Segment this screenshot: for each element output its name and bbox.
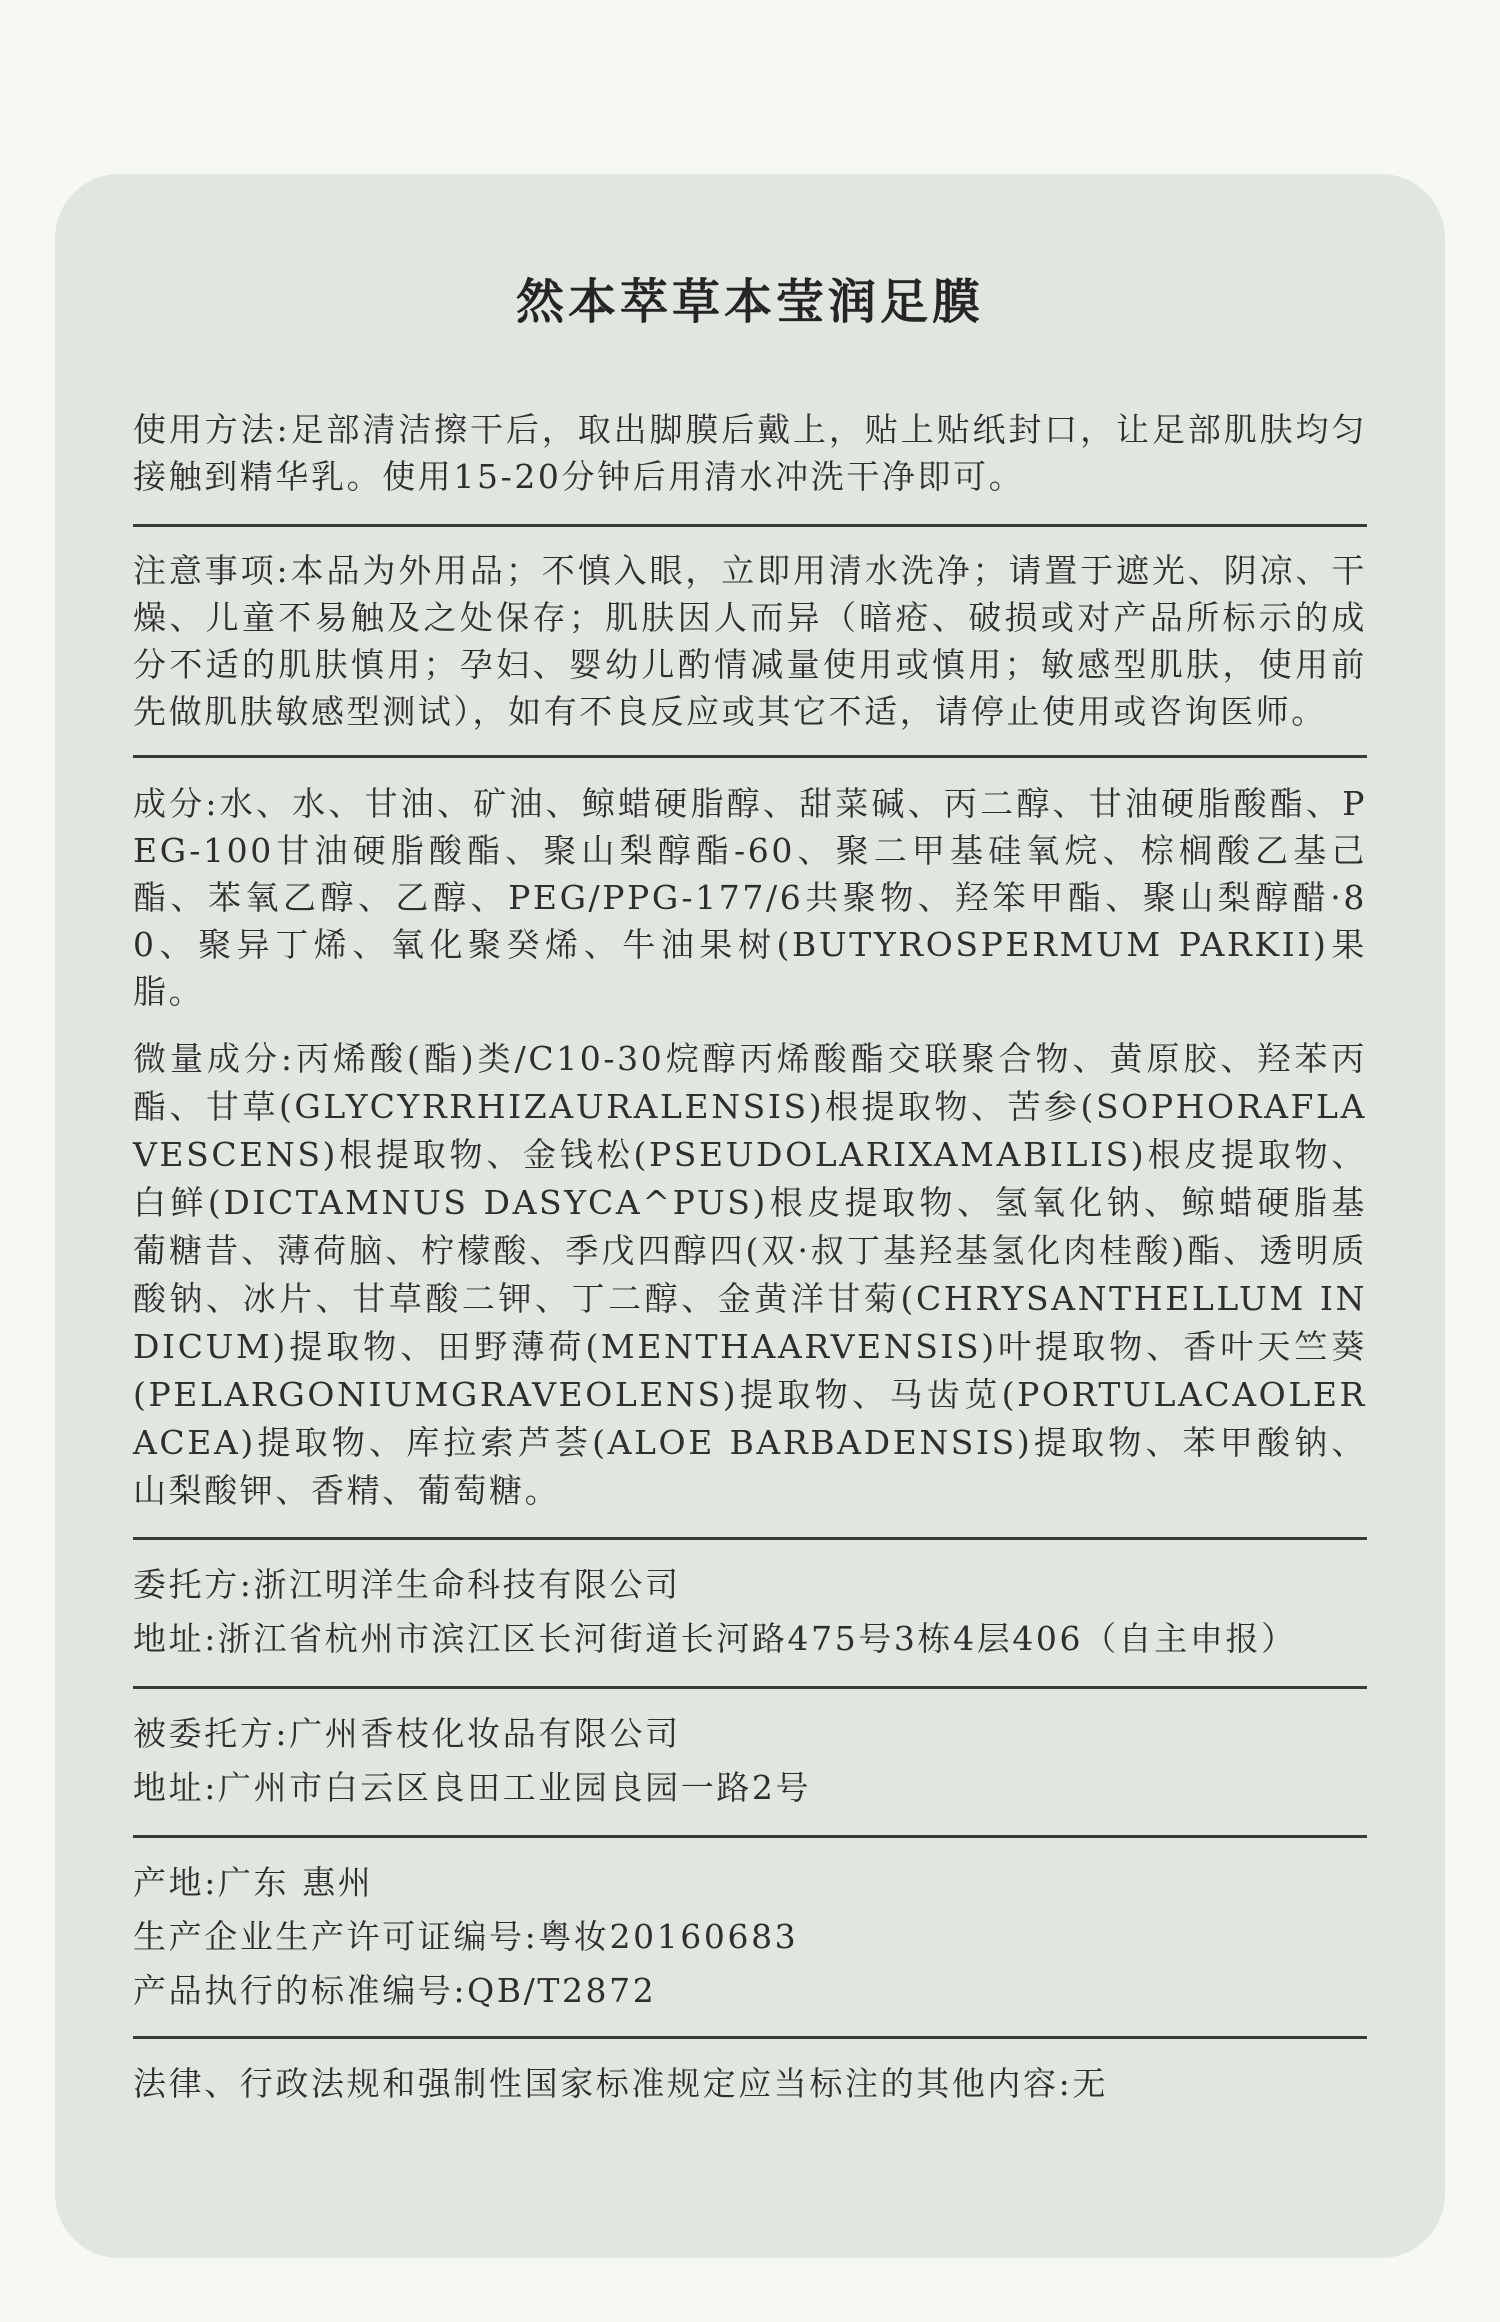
usage-section	[133, 332, 1367, 524]
origin-section	[133, 1838, 1367, 2036]
client-address: 地址:浙江省杭州市滨江区长河街道长河路475号3栋4层406（自主申报）	[133, 1619, 1297, 1658]
legal-section	[133, 2039, 1367, 2111]
manufacturer-name: 被委托方:广州香枝化妆品有限公司	[133, 1714, 681, 1753]
legal-text: 法律、行政法规和强制性国家标准规定应当标注的其他内容:无	[133, 2064, 1108, 2103]
ingredients-text: 成分:水、水、甘油、矿油、鲸蜡硬脂醇、甜菜碱、丙二醇、甘油硬脂酸酯、PEG-100甘油硬脂酸酯、聚山梨醇酯-60、聚二甲基硅氧烷、棕榈酸乙基己酯、苯氧乙醇、乙醇、PEG/PPG-177/6共聚物、羟笨甲酯、聚山梨醇醋·80、聚异丁烯、氧化聚癸烯、牛油果树(BUTYROSPERMUM PARKII)果脂。	[133, 784, 1367, 1011]
client-section	[133, 1540, 1367, 1686]
minor-ingredients-section	[133, 1015, 1367, 1537]
ingredients-section	[133, 758, 1367, 1015]
manufacturer-address: 地址:广州市白云区良田工业园良园一路2号	[133, 1768, 812, 1807]
license-number: 生产企业生产许可证编号:粤妆20160683	[133, 1917, 799, 1956]
manufacturer-section	[133, 1689, 1367, 1835]
origin-place: 产地:广东 惠州	[133, 1863, 374, 1902]
caution-text: 注意事项:本品为外用品；不慎入眼，立即用清水洗净；请置于遮光、阴凉、干燥、儿童不易触及之处保存；肌肤因人而异（暗疮、破损或对产品所标示的成分不适的肌肤慎用；孕妇、婴幼儿酌情减量使用或慎用；敏感型肌肤，使用前先做肌肤敏感型测试），如有不良反应或其它不适，请停止使用或咨询医师。	[133, 551, 1367, 731]
minor-ingredients-text: 微量成分:丙烯酸(酯)类/C10-30烷醇丙烯酸酯交联聚合物、黄原胶、羟苯丙酯、甘草(GLYCYRRHIZAURALENSIS)根提取物、苦参(SOPHORAFLAVESCENS)根提取物、金钱松(PSEUDOLARIXAMABILIS)根皮提取物、白鲜(DICTAMNUS DASYCA^PUS)根皮提取物、氢氧化钠、鲸蜡硬脂基葡糖昔、薄荷脑、柠檬酸、季戊四醇四(双·叔丁基羟基氢化肉桂酸)酯、透明质酸钠、冰片、甘草酸二钾、丁二醇、金黄洋甘菊(CHRYSANTHELLUM INDICUM)提取物、田野薄荷(MENTHAARVENSIS)叶提取物、香叶天竺葵(PELARGONIUMGRAVEOLENS)提取物、马齿苋(PORTULACAOLERACEA)提取物、库拉索芦荟(ALOE BARBADENSIS)提取物、苯甲酸钠、山梨酸钾、香精、葡萄糖。	[133, 1039, 1367, 1510]
client-name: 委托方:浙江明洋生命科技有限公司	[133, 1565, 681, 1604]
product-label-card	[55, 174, 1445, 2258]
usage-text: 使用方法:足部清洁擦干后，取出脚膜后戴上，贴上贴纸封口，让足部肌肤均匀接触到精华乳。使用15-20分钟后用清水冲洗干净即可。	[133, 410, 1367, 496]
caution-section	[133, 527, 1367, 755]
product-title: 然本萃草本莹润足膜	[515, 274, 984, 330]
standard-number: 产品执行的标准编号:QB/T2872	[133, 1971, 657, 2010]
